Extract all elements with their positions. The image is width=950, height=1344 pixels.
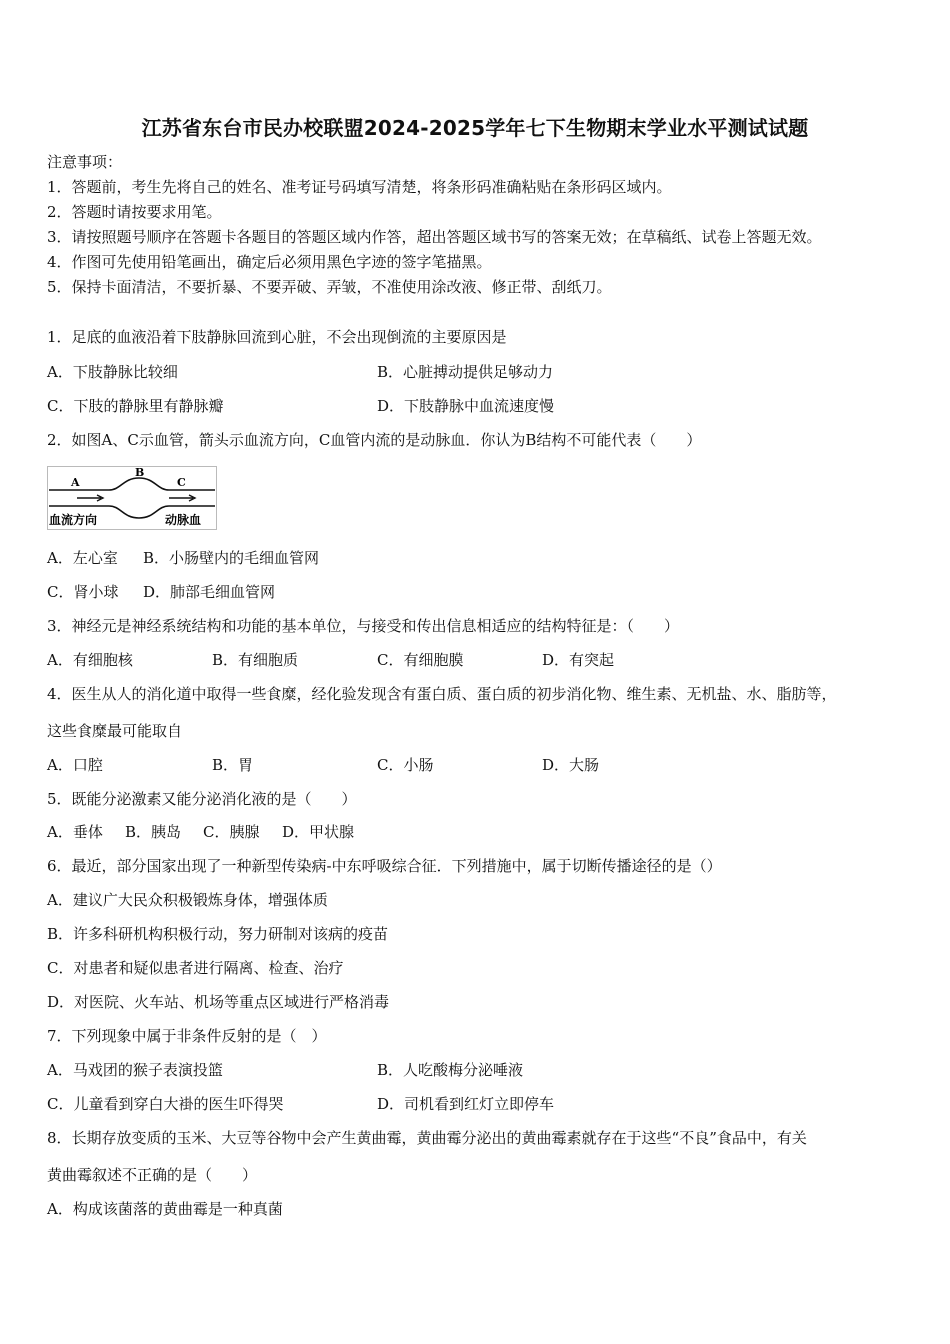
figure-caption-left: 血流方向 <box>49 513 98 527</box>
question-1-option-d: D．下肢静脉中血流速度慢 <box>377 397 555 415</box>
question-8-stem-line2: 黄曲霉叙述不正确的是（ ） <box>47 1166 258 1184</box>
question-6-option-d: D．对医院、火车站、机场等重点区域进行严格消毒 <box>47 993 390 1011</box>
question-6-option-a: A．建议广大民众积极锻炼身体，增强体质 <box>47 891 328 909</box>
question-5-stem: 5．既能分泌激素又能分泌消化液的是（ ） <box>47 790 357 808</box>
question-5-option-c: C．胰腺 <box>203 823 260 841</box>
figure-label-c: C <box>177 476 186 489</box>
question-6-option-b: B．许多科研机构积极行动，努力研制对该病的疫苗 <box>47 925 389 943</box>
question-1-option-a: A．下肢静脉比较细 <box>47 363 178 381</box>
notice-item: 5．保持卡面清洁，不要折暴、不要弄破、弄皱，不准使用涂改液、修正带、刮纸刀。 <box>47 278 612 296</box>
question-2-option-c: C．肾小球 <box>47 583 119 601</box>
notice-item: 3．请按照题号顺序在答题卡各题目的答题区域内作答，超出答题区域书写的答案无效；在草稿纸、试卷上答题无效。 <box>47 228 822 246</box>
question-6-stem: 6．最近，部分国家出现了一种新型传染病-中东呼吸综合征．下列措施中，属于切断传播途径的是（） <box>47 857 722 875</box>
question-7-option-a: A．马戏团的猴子表演投篮 <box>47 1061 223 1079</box>
question-2-option-d: D．肺部毛细血管网 <box>143 583 276 601</box>
page-title: 江苏省东台市民办校联盟2024-2025学年七下生物期末学业水平测试试题 <box>141 116 809 140</box>
question-5-option-b: B．胰岛 <box>125 823 182 841</box>
notice-heading: 注意事项： <box>47 153 123 171</box>
question-2-option-a: A．左心室 <box>47 549 118 567</box>
notice-item: 4．作图可先使用铅笔画出，确定后必须用黑色字迹的签字笔描黑。 <box>47 253 492 271</box>
question-3-option-a: A．有细胞核 <box>47 651 133 669</box>
question-2-stem: 2．如图A、C示血管，箭头示血流方向，C血管内流的是动脉血．你认为B结构不可能代表（ ） <box>47 431 702 449</box>
question-3-option-d: D．有突起 <box>542 651 615 669</box>
question-2-option-b: B．小肠壁内的毛细血管网 <box>143 549 320 567</box>
question-1-option-c: C．下肢的静脉里有静脉瓣 <box>47 397 224 415</box>
question-4-stem-line1: 4．医生从人的消化道中取得一些食糜，经化验发现含有蛋白质、蛋白质的初步消化物、维生素、无机盐、水、脂肪等， <box>47 685 837 703</box>
question-8-stem-line1: 8．长期存放变质的玉米、大豆等谷物中会产生黄曲霉，黄曲霉分泌出的黄曲霉素就存在于这些“不良”食品中，有关 <box>47 1129 807 1147</box>
figure-label-a: A <box>71 476 80 489</box>
notice-item: 1．答题前，考生先将自己的姓名、准考证号码填写清楚，将条形码准确粘贴在条形码区域内。 <box>47 178 672 196</box>
question-7-option-c: C．儿童看到穿白大褂的医生吓得哭 <box>47 1095 284 1113</box>
blood-vessel-figure <box>47 466 217 530</box>
question-7-stem: 7．下列现象中属于非条件反射的是（ ） <box>47 1027 327 1045</box>
question-3-option-c: C．有细胞膜 <box>377 651 464 669</box>
figure-label-b: B <box>135 466 145 479</box>
question-5-option-a: A．垂体 <box>47 823 103 841</box>
question-8-option-a: A．构成该菌落的黄曲霉是一种真菌 <box>47 1200 283 1218</box>
question-4-stem-line2: 这些食糜最可能取自 <box>47 722 183 740</box>
question-7-option-d: D．司机看到红灯立即停车 <box>377 1095 555 1113</box>
notice-item: 2．答题时请按要求用笔。 <box>47 203 222 221</box>
question-6-option-c: C．对患者和疑似患者进行隔离、检查、治疗 <box>47 959 344 977</box>
question-1-stem: 1．足底的血液沿着下肢静脉回流到心脏，不会出现倒流的主要原因是 <box>47 328 507 346</box>
question-7-option-b: B．人吃酸梅分泌唾液 <box>377 1061 524 1079</box>
question-4-option-c: C．小肠 <box>377 756 434 774</box>
figure-caption-right: 动脉血 <box>165 513 202 527</box>
question-4-option-b: B．胃 <box>212 756 254 774</box>
question-5-option-d: D．甲状腺 <box>282 823 355 841</box>
question-1-option-b: B．心脏搏动提供足够动力 <box>377 363 554 381</box>
question-3-option-b: B．有细胞质 <box>212 651 299 669</box>
question-4-option-d: D．大肠 <box>542 756 600 774</box>
question-4-option-a: A．口腔 <box>47 756 103 774</box>
question-3-stem: 3．神经元是神经系统结构和功能的基本单位，与接受和传出信息相适应的结构特征是：（ ） <box>47 617 680 635</box>
